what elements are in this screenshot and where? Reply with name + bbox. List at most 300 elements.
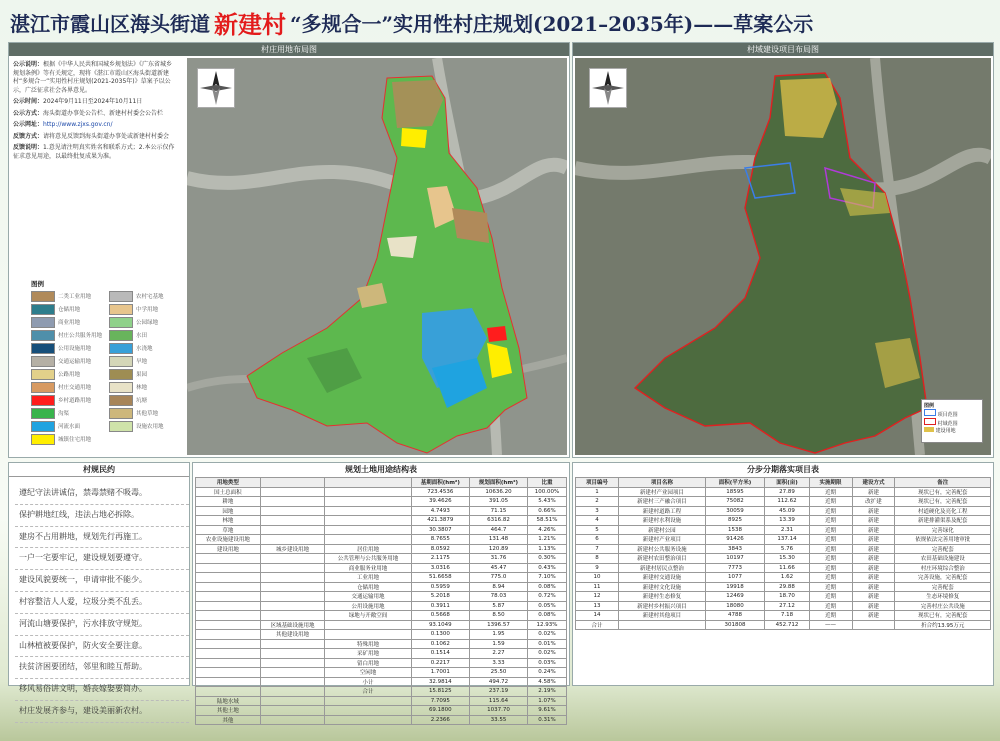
legend-swatch (31, 434, 55, 445)
table-cell (196, 620, 261, 630)
table-cell: 新建 (852, 516, 895, 526)
table-header-cell (260, 478, 325, 488)
table-cell: 公共管理与公共服务用地 (325, 554, 411, 564)
table-cell: 商业服务业用地 (325, 563, 411, 573)
rule-line: 建房不占用耕地，规划先行再施工。 (15, 527, 189, 549)
contact-value: 请将意见反馈到海头街道办事处或新建村村委会 (43, 132, 170, 140)
table-cell: —— (809, 620, 852, 630)
notice-text (13, 61, 175, 164)
table-cell: 45.09 (765, 506, 809, 516)
legend-swatch (31, 369, 55, 380)
site-link[interactable]: http://www.zjxs.gov.cn/ (43, 121, 113, 128)
legend-item (31, 304, 103, 314)
project-map-legend-item: 项目范围 (924, 409, 980, 418)
table-cell (196, 563, 261, 573)
legend-swatch (31, 291, 55, 302)
table-cell: 1.62 (765, 573, 809, 583)
table-cell: 新建 (852, 601, 895, 611)
table-cell (260, 487, 325, 497)
table-cell: 27.12 (765, 601, 809, 611)
table-cell: 7.10% (528, 573, 567, 583)
table-cell: 新建 (852, 573, 895, 583)
table-cell: 75082 (705, 497, 765, 507)
table-cell: 7.18 (765, 611, 809, 621)
table-cell: 0.31% (528, 715, 567, 725)
table-cell: 2.19% (528, 687, 567, 697)
table-cell: 137.14 (765, 535, 809, 545)
rule-line: 保护耕地红线，违法占地必拆除。 (15, 505, 189, 527)
table-header-cell (325, 478, 411, 488)
legend-swatch (109, 343, 133, 354)
table-cell: 绿地与开敞空间 (325, 611, 411, 621)
table-cell: 0.02% (528, 630, 567, 640)
table-cell (325, 525, 411, 535)
table-row (196, 706, 567, 716)
table-cell: 近期 (809, 506, 852, 516)
table-cell: 1538 (705, 525, 765, 535)
legend (31, 291, 181, 444)
table-row (196, 516, 567, 526)
table-cell: 7773 (705, 563, 765, 573)
table-cell: 18595 (705, 487, 765, 497)
table-cell (325, 497, 411, 507)
table-cell: 723.4536 (411, 487, 469, 497)
table-cell: 新建村居民点整治 (618, 563, 705, 573)
table-row (576, 601, 991, 611)
table-cell (260, 525, 325, 535)
table-total-row (576, 620, 991, 630)
table-cell: 2 (576, 497, 619, 507)
table-cell: 居住用地 (325, 544, 411, 554)
table-cell: 完善绿化 (895, 525, 991, 535)
rule-line: 河流山塘要保护，污水排放守规矩。 (15, 614, 189, 636)
table-cell: 近期 (809, 497, 852, 507)
table-cell: 新建村生态修复 (618, 592, 705, 602)
table-row (196, 554, 567, 564)
title-prefix: 湛江市霞山区海头街道 (10, 11, 210, 36)
project-map-panel (572, 42, 994, 458)
table-cell (325, 487, 411, 497)
table-cell: 0.3911 (411, 601, 469, 611)
table-header-cell: 比重 (528, 478, 567, 488)
project-map-legend-title: 图例 (924, 403, 935, 409)
table-cell: 合计 (325, 687, 411, 697)
table-cell (196, 677, 261, 687)
table-cell (260, 582, 325, 592)
legend-swatch (109, 395, 133, 406)
table-cell: 13.39 (765, 516, 809, 526)
table-cell: 0.24% (528, 668, 567, 678)
table-cell: 新建 (852, 525, 895, 535)
table-cell: 其他土地 (196, 706, 261, 716)
table-cell: 合计 (576, 620, 619, 630)
table-cell: 301808 (705, 620, 765, 630)
table-row (196, 487, 567, 497)
table-cell (325, 706, 411, 716)
table-cell (260, 677, 325, 687)
table-cell: 12.93% (528, 620, 567, 630)
table-header-cell: 实施期限 (809, 478, 852, 488)
notice-body: 根据《中华人民共和国城乡规划法》《广东省城乡规划条例》等有关规定，现将《湛江市霞山区海头街道新建村“多规合一”实用性村庄规划(2021-2035年)》草案予以公示，广泛征求社会各界意见。 (13, 61, 173, 94)
legend-label: 林地 (136, 385, 148, 391)
north-arrow-icon (197, 68, 235, 108)
project-table-heading: 分步分期落实项目表 (573, 463, 993, 476)
table-row (576, 487, 991, 497)
table-cell (196, 649, 261, 659)
remark-value: 1.意见请注明真实姓名和联系方式；2.本公示仅作征求意见用途，以最终批复成果为准。 (13, 144, 175, 160)
table-cell: 8.0592 (411, 544, 469, 554)
legend-swatch (31, 421, 55, 432)
table-cell: 采矿用地 (325, 649, 411, 659)
table-cell: 新建村交通设施 (618, 573, 705, 583)
rule-line: 山林植被要保护，防火安全要注意。 (15, 636, 189, 658)
table-cell (196, 668, 261, 678)
table-cell (325, 696, 411, 706)
table-cell: 112.62 (765, 497, 809, 507)
legend-swatch (109, 356, 133, 367)
table-cell: 30.3807 (411, 525, 469, 535)
table-cell: 0.30% (528, 554, 567, 564)
table-cell: 18.70 (765, 592, 809, 602)
table-cell: 完善村庄公共设施 (895, 601, 991, 611)
table-cell: 237.19 (469, 687, 527, 697)
table-cell: 494.72 (469, 677, 527, 687)
table-cell: 0.72% (528, 592, 567, 602)
table-cell: 新建 (852, 535, 895, 545)
table-row (576, 573, 991, 583)
table-cell (260, 601, 325, 611)
table-cell (196, 687, 261, 697)
table-cell: 6 (576, 535, 619, 545)
table-cell: 8925 (705, 516, 765, 526)
legend-item (31, 291, 103, 301)
legend-label: 村庄公共服务用地 (58, 333, 103, 339)
table-cell: 9 (576, 563, 619, 573)
landuse-table-wrap (195, 477, 567, 725)
table-row (196, 573, 567, 583)
table-cell: 其他 (196, 715, 261, 725)
table-cell: 5.2018 (411, 592, 469, 602)
table-cell: 5.76 (765, 544, 809, 554)
rule-line: 建设风貌要统一，申请审批不能少。 (15, 570, 189, 592)
legend-label: 其他草地 (136, 411, 159, 417)
table-cell (260, 687, 325, 697)
table-cell: 33.55 (469, 715, 527, 725)
legend-label: 设施农用地 (136, 424, 164, 430)
table-cell: 0.2217 (411, 658, 469, 668)
legend-label: 坑塘 (136, 398, 148, 404)
project-map-legend-item: 建设用地 (924, 427, 980, 434)
legend-label: 果园 (136, 372, 148, 378)
table-row (196, 544, 567, 554)
table-cell (260, 668, 325, 678)
table-cell (618, 620, 705, 630)
title-suffix: “多规合一”实用性村庄规划(2021–2035年)——草案公示 (290, 11, 814, 36)
rule-line: 村容整洁人人爱，垃圾分类不乱丢。 (15, 592, 189, 614)
table-row (196, 592, 567, 602)
table-cell: 改扩建 (852, 497, 895, 507)
legend-label: 旱地 (136, 359, 148, 365)
table-cell: 新建村水利设施 (618, 516, 705, 526)
table-row (196, 525, 567, 535)
table-row (196, 630, 567, 640)
landuse-map-svg (187, 58, 567, 455)
legend-swatch (31, 343, 55, 354)
table-cell: 区域基础设施用地 (260, 620, 325, 630)
table-cell: 新建 (852, 506, 895, 516)
table-cell: 71.15 (469, 506, 527, 516)
legend-item (31, 434, 103, 444)
table-cell (260, 573, 325, 583)
table-cell: 14 (576, 611, 619, 621)
notice-heading: 公示说明： (13, 61, 44, 68)
table-cell (325, 535, 411, 545)
table-row (576, 592, 991, 602)
table-cell: 1.07% (528, 696, 567, 706)
table-cell (260, 715, 325, 725)
table-cell: 5.87 (469, 601, 527, 611)
table-row (576, 544, 991, 554)
table-cell: 0.02% (528, 649, 567, 659)
legend-swatch (109, 317, 133, 328)
landuse-table (195, 477, 567, 725)
table-cell: 0.03% (528, 658, 567, 668)
table-cell (260, 516, 325, 526)
table-cell: 折合约13.95万元 (895, 620, 991, 630)
table-cell: 1.59 (469, 639, 527, 649)
table-cell: 27.89 (765, 487, 809, 497)
table-row (196, 620, 567, 630)
table-cell: 村道硬化及亮化工程 (895, 506, 991, 516)
table-row (196, 668, 567, 678)
table-cell: 7 (576, 544, 619, 554)
table-cell: 特殊用地 (325, 639, 411, 649)
table-row (196, 649, 567, 659)
table-cell: 新建村道路工程 (618, 506, 705, 516)
table-cell: 近期 (809, 563, 852, 573)
table-cell: 近期 (809, 592, 852, 602)
table-cell: 新建 (852, 563, 895, 573)
table-cell: 4.7493 (411, 506, 469, 516)
table-cell: 1.21% (528, 535, 567, 545)
table-cell: 78.03 (469, 592, 527, 602)
table-cell: 120.89 (469, 544, 527, 554)
table-cell: 公用设施用地 (325, 601, 411, 611)
table-row (196, 506, 567, 516)
legend-swatch (109, 421, 133, 432)
legend-swatch (31, 317, 55, 328)
table-row (196, 582, 567, 592)
table-cell: 林地 (196, 516, 261, 526)
table-cell: 1037.70 (469, 706, 527, 716)
table-header-cell: 面积(亩) (765, 478, 809, 488)
table-cell: 陆地水域 (196, 696, 261, 706)
table-cell: 0.43% (528, 563, 567, 573)
table-cell: 2.31 (765, 525, 809, 535)
legend-item (31, 356, 103, 366)
site-label: 公示网址： (13, 121, 44, 128)
table-cell: 近期 (809, 535, 852, 545)
table-cell: 0.1300 (411, 630, 469, 640)
project-table-panel (572, 462, 994, 686)
table-header-cell: 基期面积(hm²) (411, 478, 469, 488)
landuse-map-panel (8, 42, 570, 458)
period-value: 2024年9月11日至2024年10月11日 (43, 98, 143, 105)
table-cell: 新建排灌渠系及配套 (895, 516, 991, 526)
table-cell: 近期 (809, 516, 852, 526)
legend-item (109, 382, 181, 392)
table-row (576, 506, 991, 516)
table-cell (260, 535, 325, 545)
table-cell: 15.30 (765, 554, 809, 564)
legend-swatch (31, 356, 55, 367)
table-cell: 69.1800 (411, 706, 469, 716)
table-cell: 12 (576, 592, 619, 602)
rule-line: 村庄发展齐参与，建设美丽新农村。 (15, 701, 189, 723)
table-cell: 现状已有，完善配套 (895, 611, 991, 621)
table-cell (196, 592, 261, 602)
legend-label: 城镇住宅用地 (58, 437, 92, 443)
project-map-svg (575, 58, 991, 455)
table-row (576, 535, 991, 545)
landuse-map-heading: 村庄用地布局图 (9, 43, 569, 56)
table-cell: 新建 (852, 582, 895, 592)
table-cell: 现状已有，完善配套 (895, 487, 991, 497)
legend-label: 水浇地 (136, 346, 153, 352)
landuse-map (187, 58, 567, 455)
legend-swatch (109, 369, 133, 380)
table-cell: 131.48 (469, 535, 527, 545)
table-cell (196, 601, 261, 611)
table-cell: 4.58% (528, 677, 567, 687)
table-cell (260, 696, 325, 706)
rules-list (15, 483, 189, 723)
rule-line: 移风易俗讲文明，婚丧嫁娶要简办。 (15, 679, 189, 701)
table-cell (196, 611, 261, 621)
table-cell: 0.5668 (411, 611, 469, 621)
table-cell: 近期 (809, 573, 852, 583)
table-cell: 25.50 (469, 668, 527, 678)
table-cell (196, 573, 261, 583)
table-cell: 0.1062 (411, 639, 469, 649)
method-value: 海头街道办事处公告栏、新建村村委会公告栏 (43, 109, 164, 117)
project-map (575, 58, 991, 455)
table-row (196, 497, 567, 507)
table-cell (260, 611, 325, 621)
table-cell: 8.7655 (411, 535, 469, 545)
legend-item (31, 369, 103, 379)
legend-item (31, 317, 103, 327)
legend-label: 河流水面 (58, 424, 81, 430)
legend-item (109, 330, 181, 340)
legend-swatch (31, 304, 55, 315)
table-row (196, 563, 567, 573)
table-cell (325, 506, 411, 516)
legend-item (109, 395, 181, 405)
table-cell: 新建村三产融合项目 (618, 497, 705, 507)
table-header-cell: 面积(平方米) (705, 478, 765, 488)
table-cell: 11 (576, 582, 619, 592)
table-cell: 仓储用地 (325, 582, 411, 592)
legend-label: 农村宅基地 (136, 294, 164, 300)
table-row (196, 535, 567, 545)
rule-line: 扶贫济困要团结，邻里和睦互帮助。 (15, 657, 189, 679)
legend-label: 中学用地 (136, 307, 159, 313)
table-cell: 农业设施建设用地 (196, 535, 261, 545)
table-cell: 新建村产业项目 (618, 535, 705, 545)
table-cell: 10197 (705, 554, 765, 564)
table-cell: 15.8125 (411, 687, 469, 697)
project-table-wrap (575, 477, 991, 630)
table-cell: 小计 (325, 677, 411, 687)
table-cell: 51.6658 (411, 573, 469, 583)
rule-line: 遵纪守法讲诚信，禁毒禁赌不吸毒。 (15, 483, 189, 505)
table-cell: 1.13% (528, 544, 567, 554)
table-cell (260, 649, 325, 659)
table-cell (852, 620, 895, 630)
table-row (576, 611, 991, 621)
table-row (576, 563, 991, 573)
table-cell (196, 554, 261, 564)
table-cell (196, 582, 261, 592)
table-cell: 4 (576, 516, 619, 526)
table-cell: 新建 (852, 611, 895, 621)
table-cell (260, 658, 325, 668)
table-cell: 新建村公共服务设施 (618, 544, 705, 554)
table-row (196, 696, 567, 706)
table-cell: 2.1175 (411, 554, 469, 564)
table-cell: 5 (576, 525, 619, 535)
table-cell (260, 554, 325, 564)
table-cell: 421.3879 (411, 516, 469, 526)
table-header-cell: 用地类型 (196, 478, 261, 488)
legend-item (31, 330, 103, 340)
table-cell: 0.5959 (411, 582, 469, 592)
table-cell (260, 563, 325, 573)
table-cell: 11.66 (765, 563, 809, 573)
table-cell: 775.0 (469, 573, 527, 583)
table-cell: 8.50 (469, 611, 527, 621)
table-cell: 新建村产业园项目 (618, 487, 705, 497)
legend-swatch (31, 382, 55, 393)
table-cell: 1396.57 (469, 620, 527, 630)
table-cell (325, 630, 411, 640)
table-cell (260, 497, 325, 507)
legend-item (109, 421, 181, 431)
table-cell: 3843 (705, 544, 765, 554)
table-cell: 近期 (809, 611, 852, 621)
table-cell: 4.26% (528, 525, 567, 535)
table-row (576, 554, 991, 564)
table-cell: 建设用地 (196, 544, 261, 554)
north-arrow-icon-2 (589, 68, 627, 108)
table-cell: 近期 (809, 601, 852, 611)
rules-heading: 村规民约 (9, 463, 189, 477)
table-cell: 园地 (196, 506, 261, 516)
table-cell (325, 620, 411, 630)
legend-item (31, 395, 103, 405)
legend-label: 二类工业用地 (58, 294, 92, 300)
table-cell: 新建 (852, 487, 895, 497)
legend-item (109, 408, 181, 418)
legend-swatch (109, 304, 133, 315)
table-cell: 1.95 (469, 630, 527, 640)
table-cell (325, 715, 411, 725)
legend-swatch (31, 408, 55, 419)
table-cell: 新建 (852, 544, 895, 554)
table-cell: 其他建设用地 (260, 630, 325, 640)
table-cell: 5.43% (528, 497, 567, 507)
